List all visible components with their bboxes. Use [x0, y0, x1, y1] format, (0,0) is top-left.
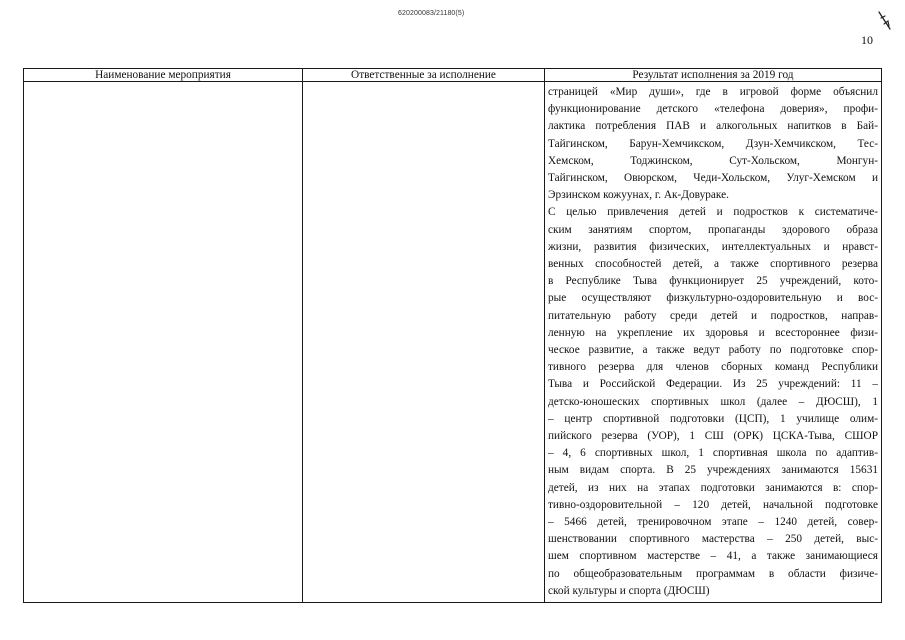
result-line: шенствовании спортивного мастерства – 250 детей, выс-	[548, 533, 878, 546]
result-line: ленную на укрепление их здоровья и всестороннее физи-	[548, 326, 878, 339]
result-line: С целью привлечения детей и подростков к систематиче-	[548, 206, 878, 219]
result-line: страницей «Мир души», где в игровой форме объяснил	[548, 86, 878, 98]
results-table	[23, 68, 882, 603]
column-header-event-name: Наименование мероприятия	[24, 69, 303, 82]
result-text	[548, 84, 878, 600]
result-line: детско-юношеских спортивных школ (далее – ДЮСШ), 1	[548, 395, 878, 408]
column-header-responsible: Ответственные за исполнение	[303, 69, 545, 82]
result-line: рые осуществляют физкультурно-оздоровительную и вос-	[548, 292, 878, 305]
page-number: 10	[861, 33, 873, 47]
table-header-row	[24, 69, 882, 82]
result-paragraph	[548, 84, 878, 204]
handwritten-initials-icon	[876, 9, 894, 33]
result-line: ным видам спорта. В 25 учреждениях занимаются 15631	[548, 464, 878, 477]
event-name-cell	[24, 82, 303, 603]
result-line: Тайгинском, Овюрском, Чеди-Хольском, Улуг-Хемском и	[548, 172, 878, 185]
result-line: пийского резерва (УОР), 1 СШ (ОРК) ЦСКА-Тыва, СШОР	[548, 430, 878, 443]
result-line: Эрзинском кожуунах, г. Ак-Довураке.	[548, 189, 729, 202]
column-header-result: Результат исполнения за 2019 год	[545, 69, 882, 82]
result-paragraph	[548, 204, 878, 600]
result-line: по общеобразовательным программам в области физиче-	[548, 567, 878, 580]
result-line: питательную работу среди детей и подростков, направ-	[548, 309, 878, 322]
responsible-cell	[303, 82, 545, 603]
result-line: – 5466 детей, тренировочном этапе – 1240 детей, совер-	[548, 516, 878, 529]
result-line: шем спортивном мастерстве – 41, а также занимающиеся	[548, 550, 878, 563]
table-row	[24, 82, 882, 603]
result-line: – 4, 6 спортивных школ, 1 спортивная школа по адаптив-	[548, 447, 878, 460]
result-cell	[545, 82, 882, 603]
result-line: функционирование детского «телефона доверия», профи-	[548, 103, 878, 116]
result-line: тивно-оздоровительной – 120 детей, начальной подготовке	[548, 498, 878, 511]
result-line: жизни, развития физических, интеллектуальных и нравст-	[548, 240, 878, 253]
result-line: – центр спортивной подготовки (ЦСП), 1 училище олим-	[548, 412, 878, 425]
result-line: Тыва и Российской Федерации. Из 25 учреждений: 11 –	[548, 378, 878, 391]
result-line: ским занятиям спортом, пропаганды здорового образа	[548, 223, 878, 236]
result-line: лактика потребления ПАВ и алкогольных напитков в Бай-	[548, 120, 878, 133]
result-line: Хемском, Тоджинском, Сут-Хольском, Монгун-	[548, 154, 878, 167]
result-line: Тайгинском, Барун-Хемчикском, Дзун-Хемчикском, Тес-	[548, 137, 878, 150]
result-line: в Республике Тыва функционирует 25 учреждений, кото-	[548, 275, 878, 288]
result-line: венных способностей детей, а также спортивного резерва	[548, 258, 878, 271]
result-line: ческое развитие, а также ведут работу по подготовке спор-	[548, 344, 878, 357]
result-line: ской культуры и спорта (ДЮСШ)	[548, 584, 710, 597]
document-id: 620200083/21180(5)	[398, 10, 465, 17]
result-line: детей, из них на этапах подготовки занимаются в: спор-	[548, 481, 878, 494]
result-line: тивного резерва для членов сборных команд Республики	[548, 361, 878, 374]
